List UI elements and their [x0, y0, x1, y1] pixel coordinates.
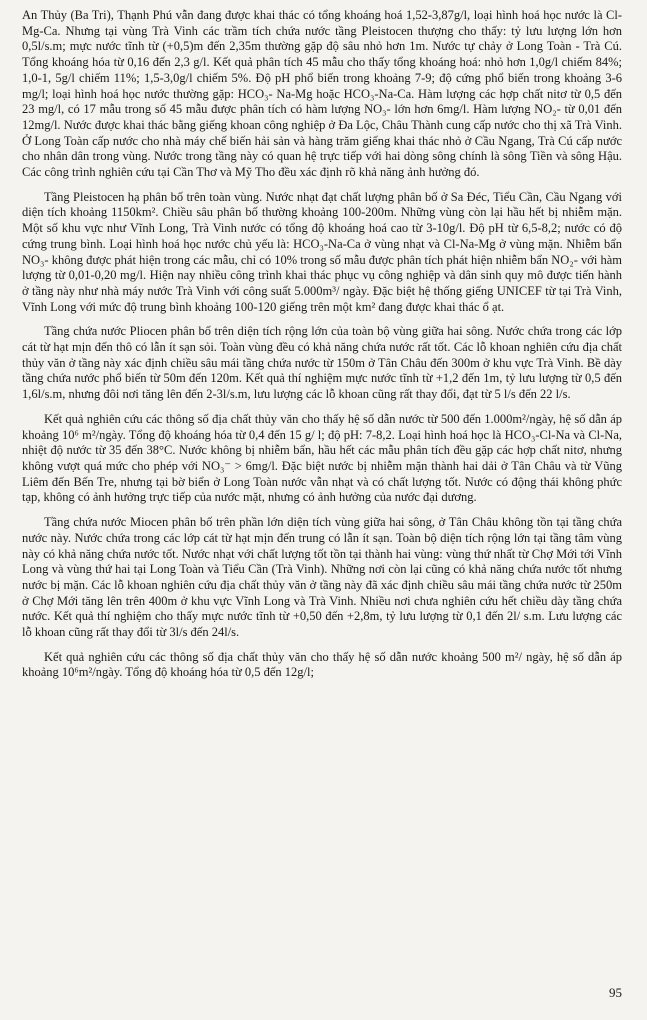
paragraph-miocen: Tầng chứa nước Miocen phân bố trên phần lớn diện tích vùng giữa hai sông, ở Tân Châu không tồn tại tầng chứa nước này. Nước chứa trong các lớp cát từ hạt mịn đến trung có lẫn ít sạn. Toàn bộ diện tích rộng lớn tại tầng tâm vùng này có khả năng chứa nước tốt. Nước nhạt với chất lượng tốt tồn tại thành hai vùng: vùng thứ nhất từ Chợ Mới tới Vĩnh Long và vùng thứ hai tại Long Toàn và Tiểu Cần (Trà Vinh). Những nơi còn lại cũng có khả năng chứa nước tốt nhưng nước bị mặn. Các lỗ khoan nghiên cứu địa chất thủy văn ở tầng này đã xác định chiều sâu mái tầng chứa nước từ 250m ở Chợ Mới tăng lên trên 400m ở khu vực Vĩnh Long và Trà Vinh. Nhiều nơi chưa nghiên cứu hết chiều dày tầng chứa nước. Kết quả thí nghiệm cho thấy mực nước tĩnh từ +0,50 đến +2,8m, tỷ lưu lượng từ 0,1 đến 2l/ s.m. Lưu lượng các lỗ khoan cũng rất thay đổi từ 3l/s đến 24l/s.: [22, 515, 622, 640]
paragraph-pleistocen-thuong: An Thủy (Ba Tri), Thạnh Phú vẫn đang được khai thác có tổng khoáng hoá 1,52-3,87g/l, loại hình hoá học nước là Cl-Mg-Ca. Nhưng tại vùng Trà Vinh các trầm tích chứa nước tầng Pleistocen thượng cho thấy: tỷ lưu lượng lớn hơn 0,5l/s.m; mực nước tĩnh từ (+0,5)m đến 2,35m thường gặp độ sâu nhỏ hơn 1m. Nước tự chảy ở Long Toàn - Trà Cú. Tổng khoáng hóa từ 0,16 đến 2,3 g/l. Kết quả phân tích 45 mẫu cho thấy tổng khoáng hoá: nhỏ hơn 1,0g/l chiếm 84%; 1,0-1, 5g/l chiếm 11%; 1,5-3,0g/l chiếm 5%. Độ pH phổ biến trong khoảng 7-9; độ cứng phổ biến trong khoảng 3-6 mg/l; loại hình hoá học nước thường gặp: HCO₃- Na-Mg hoặc HCO₃-Na-Ca. Hàm lượng các hợp chất nitơ từ 0,5 đến 23 mg/l, có 17 mẫu trong số 45 mẫu được phân tích có hàm lượng NO₃- lớn hơn 6mg/l. Hàm lượng NO₂- từ 0,01 đến 12mg/l. Nước được khai thác bằng giếng khoan công nghiệp ở Đa Lộc, Châu Thành cung cấp nước cho thị xã Trà Vinh. Ở Long Toàn cấp nước cho nhà máy chế biến hải sản và hàng trăm giếng khai thác nhỏ ở Cầu Ngang, Trà Cú cấp nước cho nhân dân trong vùng. Nước trong tầng này có quan hệ trực tiếp với hai dòng sông chính là sông Tiền và sông Hậu. Các công trình nghiên cứu tại Cần Thơ và Mỹ Tho đều xác định rõ khả năng ảnh hưởng đó.: [22, 8, 622, 180]
paragraph-pliocen-parameters: Kết quả nghiên cứu các thông số địa chất thủy văn cho thấy hệ số dẫn nước từ 500 đến 1.000m²/ngày, hệ số dẫn áp khoảng 10⁶ m²/ngày. Tổng độ khoáng hóa từ 0,4 đến 15 g/ l; độ pH: 7-8,2. Loại hình hoá học là HCO₃-Cl-Na và Cl-Na, nhiệt độ nước từ 35 đến 38°C. Nước không bị nhiễm bẩn, hầu hết các mẫu phân tích đều gặp các hợp chất nitơ, nhưng không vượt quá mức cho phép với NO₃⁻ > 6mg/l. Đặc biệt nước bị nhiễm mặn thành hai dải ở Tân Châu và từ Vũng Liêm đến Bến Tre, nhưng tại bờ biển ở Long Toàn nước vẫn nhạt và có chất lượng tốt. Nước có động thái không phức tạp, không có ảnh hưởng trực tiếp của nước mặt, nhưng có ảnh hưởng của nước đại dương.: [22, 411, 622, 505]
paragraph-pliocen: Tầng chứa nước Pliocen phân bố trên diện tích rộng lớn của toàn bộ vùng giữa hai sông. Nước chứa trong các lớp cát từ hạt mịn đến thô có lẫn ít sạn sỏi. Toàn vùng đều có khả năng chứa nước rất tốt. Các lỗ khoan nghiên cứu địa chất thủy văn ở tầng này xác định chiều sâu mái tầng chứa nước từ 150m ở Tân Châu đến 300m ở khu vực Trà Vinh. Bề dày tầng chứa nước phổ biến từ 50m đến 120m. Kết quả thí nghiệm mực nước tĩnh từ +1,2 đến 1m, tỷ lưu lượng từ 0,5 đến 1,6l/s.m, nhưng đôi nơi tăng lên đến 2-3l/s.m, lưu lượng các lỗ khoan cũng rất thay đổi, đạt từ 5 l/s đến 22 l/s.: [22, 324, 622, 402]
paragraph-miocen-parameters: Kết quả nghiên cứu các thông số địa chất thủy văn cho thấy hệ số dẫn nước khoảng 500 m²/ ngày, hệ số dẫn áp khoảng 10⁶m²/ngày. Tổng độ khoáng hóa từ 0,5 đến 12g/l;: [22, 649, 622, 680]
page-number: 95: [609, 985, 622, 1000]
paragraph-pleistocen-ha: Tầng Pleistocen hạ phân bố trên toàn vùng. Nước nhạt đạt chất lượng phân bố ở Sa Đéc, Tiểu Cần, Cầu Ngang với diện tích khoảng 1150km². Chiều sâu phân bố thường khoảng 100-200m. Những vùng còn lại hầu hết bị nhiễm mặn. Một số khu vực như Vĩnh Long, Trà Vinh nước có tổng độ khoáng hoá cao từ 3-10g/l. Độ pH từ 6,5-8,2; nước có độ cứng trung bình. Loại hình hoá học nước chủ yếu là: HCO₃-Na-Ca ở vùng nhạt và Cl-Na-Mg ở vùng mặn. Nhiễm bẩn NO₃- không được phát hiện trong các mẫu, chỉ có 10% trong số mẫu được phân tích phát hiện nhiễm bẩn NO₂- với hàm lượng từ 0,01-0,20 mg/l. Hiện nay nhiều công trình khai thác phục vụ công nghiệp và dân sinh quy mô được tiến hành ở tầng này như nhà máy nước Trà Vinh với công suất 5.000m³/ ngày. Đặc biệt hệ thống giếng UNICEF từ tại Trà Vinh, Vĩnh Long với mức độ trung bình khoảng 100-120 giếng trên một km² đang được khai thác ổ ạt.: [22, 189, 622, 314]
